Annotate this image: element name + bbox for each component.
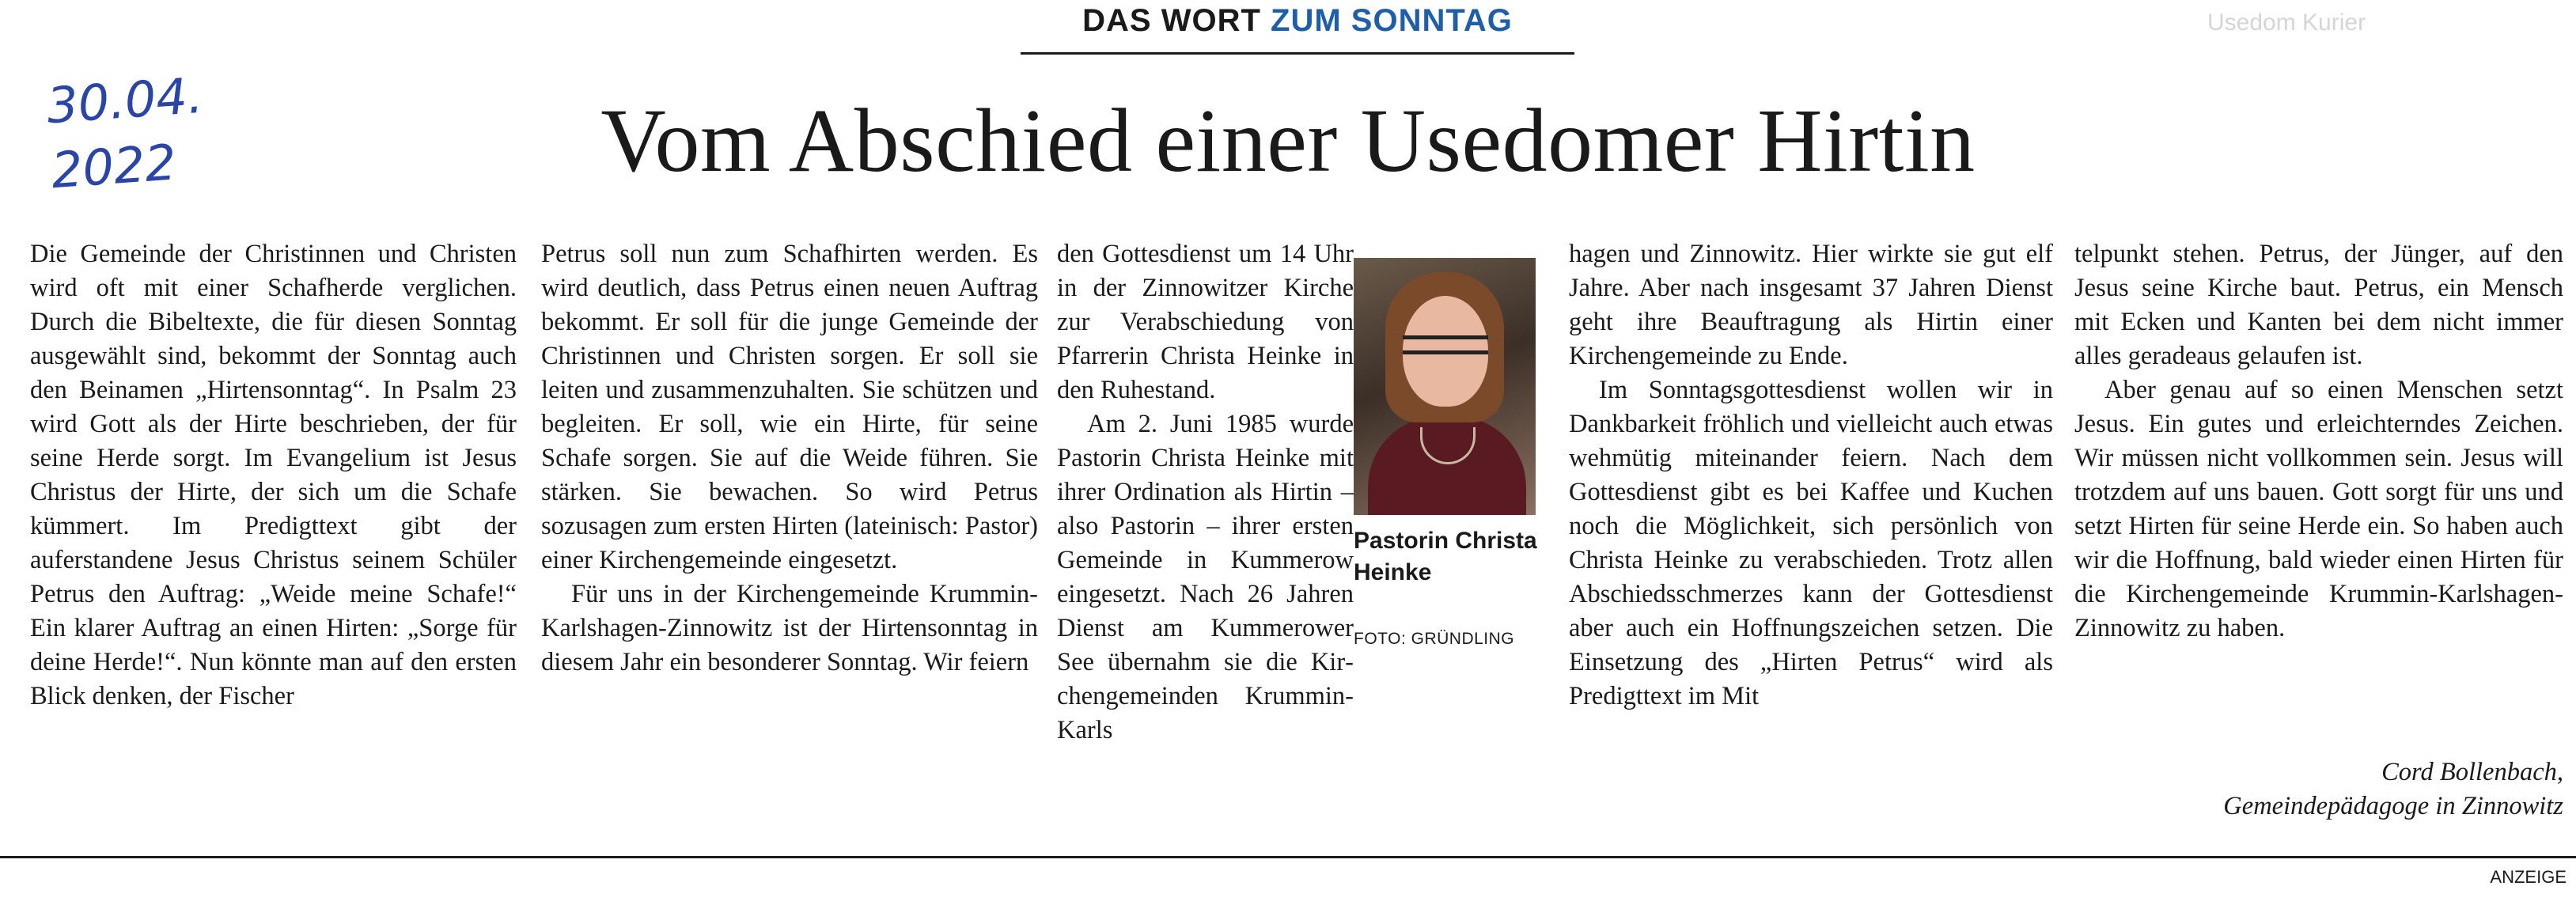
- article-column-1: [30, 237, 517, 846]
- paragraph: telpunkt stehen. Petrus, der Jünger, auf den Jesus seine Kirche baut. Petrus, ein Mensch mit Ecken und Kanten bei dem nicht immer alles geradeaus gelaufen ist.: [2074, 240, 2563, 370]
- section-kicker: [1021, 3, 1574, 39]
- paragraph: Am 2. Juni 1985 wurde Pastorin Christa Heinke mit ihrer Ordination als Hirtin – also Pastorin – ihrer ersten Gemeinde in Kummerow eingesetzt. Nach 26 Jahren Dienst am Kummerower See übernahm sie die Kirchengemeinden Krummin-Karls: [1057, 410, 1354, 744]
- bottom-divider: [0, 856, 2576, 858]
- paragraph: hagen und Zinnowitz. Hier wirkte sie gut elf Jahre. Aber nach insgesamt 37 Jahren Dienst geht ihre Beauftragung als Hirtin einer Kirchengemeinde zu Ende.: [1569, 240, 2053, 370]
- photo-caption: Pastorin Christa Heinke: [1354, 528, 1537, 585]
- article-column-3: [1057, 237, 1354, 846]
- kicker-part-2: ZUM SONNTAG: [1271, 3, 1513, 38]
- portrait-photo: [1354, 258, 1536, 515]
- paragraph: Petrus soll nun zum Schafhirten werden. Es wird deutlich, dass Petrus einen neuen Auftrag bekommt. Er soll für die junge Gemeinde der Christinnen und Christen sorgen. Er soll sie leiten und zusammenzuhalten. Sie schützen und begleiten. Er soll, wie ein Hirte, für seine Schafe sorgen. Sie auf die Weide führen. Sie stärken. Sie bewachen. So wird Petrus sozusagen zum ersten Hirten (lateinisch: Pastor) einer Kirchengemeinde eingesetzt.: [541, 240, 1038, 574]
- author-role: Gemeindepädagoge in Zinnowitz: [2223, 792, 2563, 820]
- photo-credit: FOTO: GRÜNDLING: [1354, 630, 1515, 648]
- article-headline: Vom Abschied einer Usedomer Hirtin: [600, 90, 1976, 191]
- article-column-4: [1569, 237, 2053, 846]
- paragraph: Die Gemeinde der Christinnen und Christen wird oft mit einer Schafherde verglichen. Durch die Bibeltexte, die für diesen Sonntag ausgewählt sind, bekommt der Sonntag auch den Beinamen „Hirtensonntag“. In Psalm 23 wird Gott als der Hirte beschrieben, der für seine Herde sorgt. Im Evangelium ist Jesus Christus der Hirte, der sich um die Schafe kümmert. Im Predigttext gibt der auferstandene Jesus Christus seinem Schüler Petrus den Auftrag: „Weide meine Schafe!“ Ein klarer Auftrag an einen Hirten: „Sorge für deine Herde!“. Nun könnte man auf den ersten Blick denken, der Fischer: [30, 240, 517, 710]
- handwritten-date: 30.04. 2022: [44, 66, 205, 200]
- photo-figure-glasses: [1403, 335, 1488, 354]
- article-column-5: [2074, 237, 2563, 752]
- kicker-underline: [1021, 52, 1574, 55]
- paragraph: Für uns in der Kirchengemeinde Krummin-Karlshagen-Zinnowitz ist der Hirtensonntag in diesem Jahr ein besonderer Sonntag. Wir feiern: [541, 580, 1038, 676]
- author-name: Cord Bollenbach,: [2381, 758, 2563, 786]
- faint-header-text: Usedom Kurier: [2207, 9, 2366, 36]
- paragraph: Im Sonntagsgottesdienst wollen wir in Dankbarkeit fröhlich und vielleicht auch etwas wehmütig miteinander feiern. Nach dem Gottesdienst gibt es bei Kaffee und Kuchen noch die Möglichkeit, sich persönlich von Christa Heinke zu verabschieden. Trotz allen Abschiedsschmerzes kann der Gottesdienst aber auch ein Hoffnungszeichen setzen. Die Einsetzung des „Hirten Petrus“ wird als Predigttext im Mit: [1569, 376, 2053, 710]
- paragraph: den Gottesdienst um 14 Uhr in der Zinnowitzer Kirche zur Verabschiedung von Pfarrerin Christa Heinke in den Ruhestand.: [1057, 240, 1354, 404]
- kicker-part-1: DAS WORT: [1082, 3, 1271, 38]
- article-column-2: [541, 237, 1038, 846]
- paragraph: Aber genau auf so einen Menschen setzt Jesus. Ein gutes und erleichterndes Zeichen. Wir müssen nicht vollkommen sein. Jesus will trotzdem auf uns bauen. Gott sorgt für uns und setzt Hirten für seine Herde ein. So haben auch wir die Hoffnung, bald wieder einen Hirten für die Kirchengemeinde Krummin-Karlshagen-Zinnowitz zu haben.: [2074, 376, 2563, 642]
- advertisement-label: ANZEIGE: [2490, 867, 2567, 887]
